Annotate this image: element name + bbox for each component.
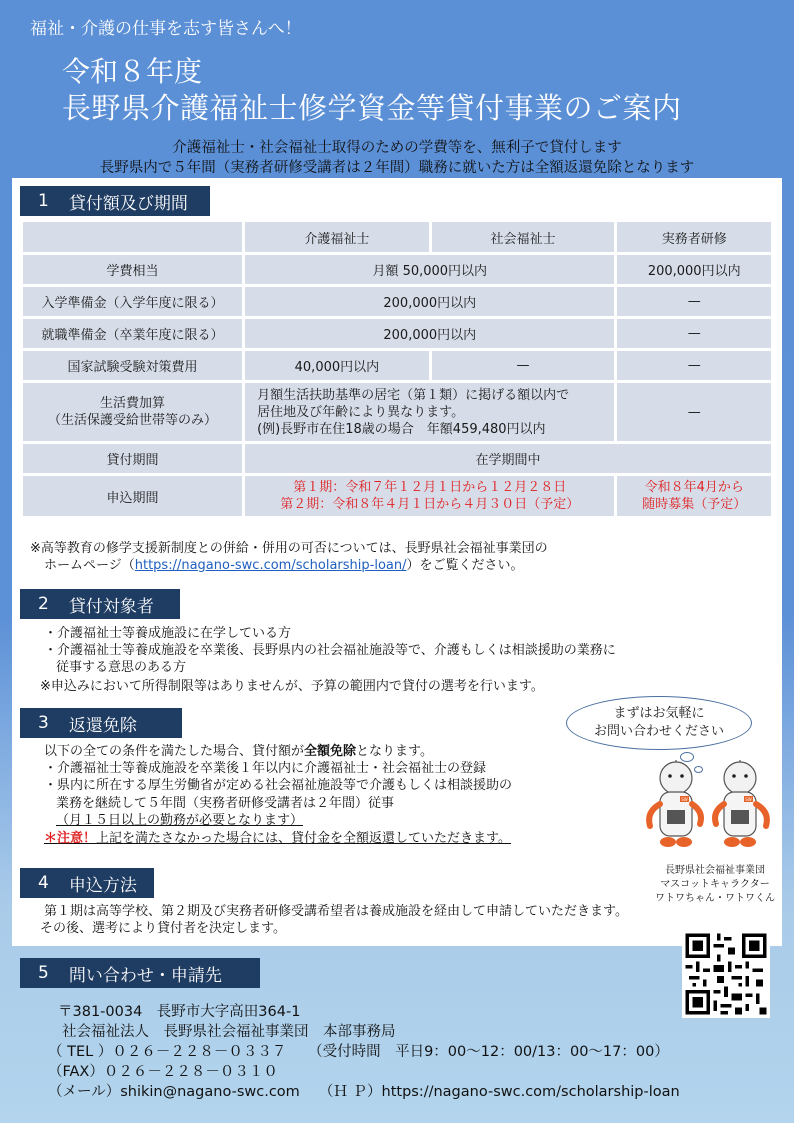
loan-amount-table: [20, 219, 774, 519]
section-number: 4: [38, 873, 49, 893]
note-text: ）をご覧ください。: [406, 558, 524, 573]
table-header-row: [23, 222, 771, 252]
contact-postal: 〒381-0034 長野市大字高田364-1: [58, 1004, 301, 1020]
homepage-link[interactable]: https://nagano-swc.com/scholarship-loan/: [134, 558, 407, 573]
contact-fax: （FAX）０２６－２２８－０３１０: [48, 1064, 278, 1080]
section-5-heading: [20, 958, 260, 988]
exemption-intro: [44, 743, 433, 760]
main-title: 長野県介護福祉士修学資金等貸付事業のご案内: [62, 91, 682, 125]
section-2-heading: [20, 589, 180, 619]
mascot-watowa-kun: [715, 760, 767, 847]
cell-line: 月額生活扶助基準の居宅（第１類）に掲げる額以内で: [257, 387, 570, 403]
cell-value: [617, 476, 771, 516]
section-3-heading: [20, 708, 182, 738]
cell-value: 200,000円以内: [245, 319, 614, 348]
caption-line: マスコットキャラクター: [660, 879, 770, 890]
cell-value: 在学期間中: [245, 444, 771, 473]
cell-value: —: [617, 287, 771, 316]
exemption-item-1: ・介護福祉士等養成施設を卒業後１年以内に介護福祉士・社会福祉士の登録: [44, 761, 487, 776]
subtitle-2: 長野県内で５年間（実務者研修受講者は２年間）職務に就いた方は全額返還免除となります: [99, 160, 695, 176]
year-title: 令和８年度: [62, 55, 203, 88]
table-row: [23, 444, 771, 473]
tagline: 福祉・介護の仕事を志す皆さんへ！: [30, 19, 302, 39]
exemption-item-2-note: （月１５日以上の勤務が必要となります）: [56, 813, 304, 828]
cell-value: 40,000円以内: [245, 351, 429, 380]
section-title: 返還免除: [68, 715, 137, 736]
contact-mail-web: （メール）shikin@nagano-swc.com （Ｈ Ｐ）https://nagano-swc.com/scholarship-loan: [48, 1084, 680, 1100]
cell-value: —: [617, 351, 771, 380]
section-4-heading: [20, 868, 154, 898]
table-row: [23, 476, 771, 516]
col-header-social: 社会福祉士: [432, 222, 615, 252]
section-number: 2: [38, 594, 49, 614]
cell-value: 200,000円以内: [245, 287, 614, 316]
cell-line: 随時募集（予定）: [642, 497, 747, 512]
note-1: ※高等教育の修学支援新制度との併給・併用の可否については、長野県社会福祉事業団の: [30, 541, 548, 556]
cell-line: 第１期：令和７年１２月１日から１２月２８日: [293, 480, 567, 495]
eligibility-item-1: ・介護福祉士等養成施設に在学している方: [44, 626, 292, 641]
row-label-line: （生活保護受給世帯等のみ）: [48, 413, 218, 428]
cell-value: —: [432, 351, 615, 380]
qr-code[interactable]: [682, 930, 770, 1018]
eligibility-item-2: ・介護福祉士等養成施設を卒業後、長野県内の社会福祉施設等で、介護もしくは相談援助の業務に: [44, 643, 616, 658]
table-row: [23, 383, 771, 441]
bubble-line: お問い合わせください: [593, 724, 724, 739]
table-row: [23, 351, 771, 380]
row-label: 学費相当: [23, 255, 242, 284]
table-row: [23, 287, 771, 316]
contact-tel: （ TEL ）０２６－２２８－０３３７ （受付時間 平日9：00～12：00/13：00～17：00）: [48, 1044, 669, 1060]
cell-value: —: [617, 319, 771, 348]
warning-label: ＊注意！: [44, 831, 97, 846]
cell-line: (例)長野市在住18歳の場合 年額459,480円以内: [257, 421, 546, 437]
cell-value: [245, 476, 614, 516]
cell-value: 200,000円以内: [617, 255, 771, 284]
contact-org: 社会福祉法人 長野県社会福祉事業団 本部事務局: [62, 1024, 396, 1040]
caption-line: 長野県社会福祉事業団: [665, 865, 765, 876]
row-label: [23, 383, 242, 441]
intro-text: となります。: [356, 744, 433, 759]
cell-line: 居住地及び年齢により異なります。: [257, 404, 465, 420]
section-1-heading: [20, 186, 210, 216]
exemption-item-2-cont: 業務を継続して５年間（実務者研修受講者は２年間）従事: [56, 796, 395, 811]
row-label-line: 生活費加算: [100, 396, 166, 411]
section-title: 貸付対象者: [68, 596, 154, 617]
section-number: 5: [38, 963, 49, 983]
cell-value: 月額 50,000円以内: [245, 255, 614, 284]
eligibility-note: ※申込みにおいて所得制限等はありませんが、予算の範囲内で貸付の選考を行います。: [40, 679, 544, 694]
exemption-item-2: ・県内に所在する厚生労働省が定める社会福祉施設等で介護もしくは相談援助の: [44, 778, 513, 793]
row-label: 入学準備金（入学年度に限る）: [23, 287, 242, 316]
intro-emphasis: 全額免除: [304, 744, 357, 759]
mascot-badge-text: SW: [745, 797, 752, 802]
cell-line: 第２期：令和８年４月１日から４月３０日（予定）: [280, 497, 580, 512]
note-text: ホームページ（: [44, 558, 135, 573]
section-title: 申込方法: [68, 875, 137, 896]
row-label: 貸付期間: [23, 444, 242, 473]
application-line-2: その後、選考により貸付者を決定します。: [40, 921, 286, 936]
intro-text: 以下の全ての条件を満たした場合、貸付額が: [44, 744, 305, 759]
section-number: 3: [38, 713, 49, 733]
speech-bubble: [566, 696, 752, 750]
section-title: 貸付額及び期間: [68, 193, 188, 214]
eligibility-item-2-cont: 従事する意思のある方: [56, 660, 187, 675]
application-line-1: 第１期は高等学校、第２期及び実務者研修受講希望者は養成施設を経由して申請していただきます。: [44, 904, 628, 919]
table-row: [23, 319, 771, 348]
cell-value: —: [617, 383, 771, 441]
row-label: 申込期間: [23, 476, 242, 516]
col-header-practical: 実務者研修: [617, 222, 771, 252]
row-label: 就職準備金（卒業年度に限る）: [23, 319, 242, 348]
section-title: 問い合わせ・申請先: [68, 965, 222, 986]
note-2: [44, 557, 524, 574]
exemption-warning: [44, 830, 511, 847]
col-header-care: 介護福祉士: [245, 222, 429, 252]
row-label: 国家試験受験対策費用: [23, 351, 242, 380]
mascot-caption: [640, 864, 790, 906]
cell-value: [245, 383, 614, 441]
mascot-watowa-chan: [649, 760, 701, 847]
table-row: [23, 255, 771, 284]
subtitle-1: 介護福祉士・社会福祉士取得のための学費等を、無利子で貸付します: [172, 140, 622, 156]
bubble-line: まずはお気軽に: [613, 706, 705, 721]
cell-line: 令和８年4月から: [644, 480, 744, 495]
section-number: 1: [38, 191, 49, 211]
mascot-illustration: [636, 760, 786, 864]
table-corner-cell: [23, 222, 242, 252]
caption-line: ワトワちゃん・ワトワくん: [655, 893, 775, 904]
warning-text: 上記を満たさなかった場合には、貸付金を全額返還していただきます。: [96, 831, 511, 846]
mascot-badge-text: SW: [681, 797, 688, 802]
